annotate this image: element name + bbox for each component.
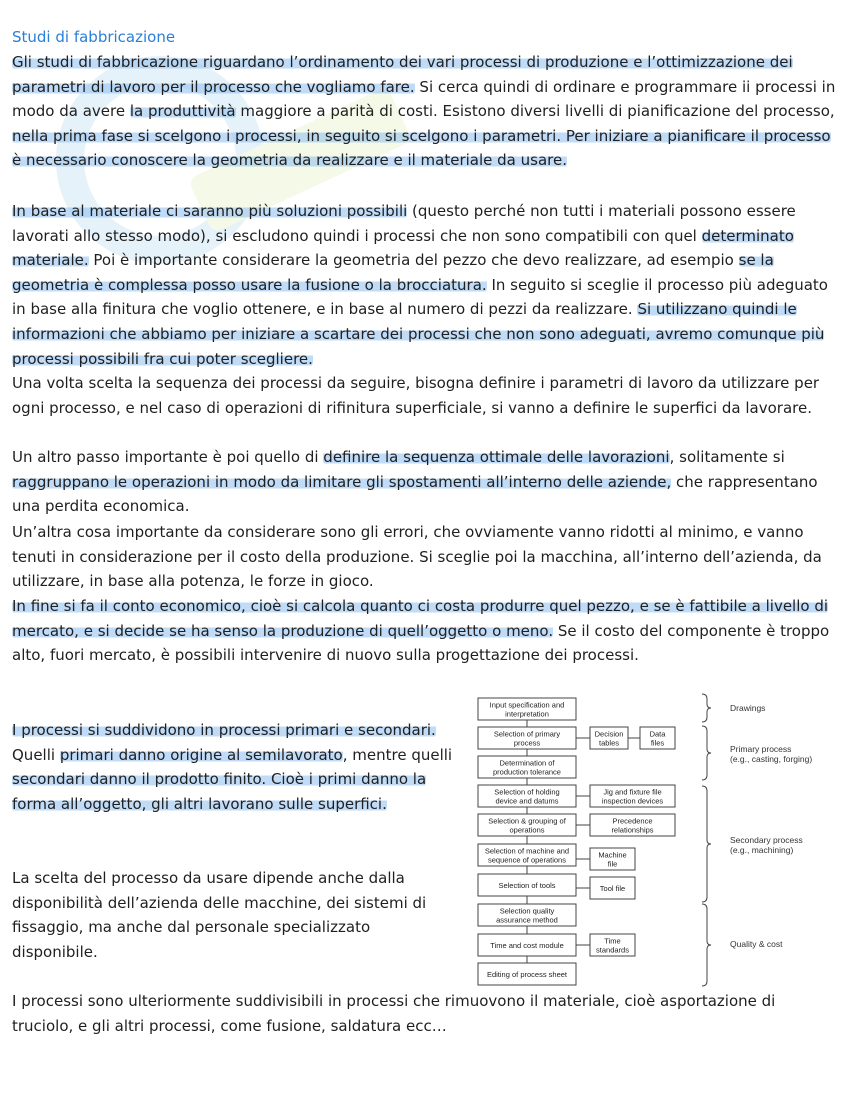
tolerance-box-label: Determination of <box>499 758 555 768</box>
primary-process-box-label: process <box>513 738 541 748</box>
primary-process-label: Primary process <box>730 744 792 754</box>
quality-brace <box>702 904 711 986</box>
time-standards-box-label: standards <box>596 945 629 955</box>
paragraph-2 <box>12 199 840 371</box>
tolerance-box-label: production tolerance <box>493 767 561 777</box>
drawings-brace <box>702 694 711 722</box>
paragraph-6 <box>12 594 840 668</box>
grouping-box-label: Selection & grouping of <box>488 816 566 826</box>
paragraph-3: Una volta scelta la sequenza dei processi da seguire, bisogna definire i parametri di lavoro da utilizzare per ogni processo, e nel caso di operazioni di rifinitura superficiale, si vanno a definire le superfici da lavorare. <box>12 374 820 417</box>
process-planning-diagram <box>470 690 840 990</box>
precedence-box-label: Precedence <box>612 816 653 826</box>
machine-sequence-box-label: Selection of machine and <box>484 846 570 856</box>
primary-process-label: (e.g., casting, forging) <box>730 754 813 764</box>
highlight: In fine si fa il conto economico, cioè si calcola quanto ci costa produrre quel pezzo, e se è fattibile a livello di mercato, e si decide se ha senso la produzione di quell’oggetto o meno. <box>12 597 829 640</box>
data-files-box-label: Data <box>649 729 666 739</box>
decision-tables-box-label: Decision <box>594 729 624 739</box>
precedence-box-label: relationships <box>611 825 654 835</box>
tools-box-label: Selection of tools <box>498 881 556 890</box>
process-sheet-box-label: Editing of process sheet <box>486 970 568 979</box>
paragraph-9: I processi sono ulteriormente suddivisibili in processi che rimuovono il materiale, cioè asportazione di truciolo, e gli altri processi, come fusione, saldatura ecc… <box>12 992 776 1035</box>
secondary-brace <box>702 786 711 902</box>
text: che rappresentano una perdita economica. <box>12 472 818 516</box>
primary-brace <box>702 726 711 780</box>
text: Poi è importante considerare la geometria del pezzo che devo realizzare, ad esempio <box>88 251 739 270</box>
quality-method-box-label: assurance method <box>496 915 558 925</box>
text: , solitamente si <box>669 448 785 466</box>
holding-device-box-label: device and datums <box>495 796 559 806</box>
highlight: Si utilizzano quindi le informazioni che abbiamo per iniziare a scartare dei processi che non sono adeguati, avremo comunque più processi possibili fra cui poter scegliere. <box>12 300 825 368</box>
highlight: In base al materiale ci saranno più soluzioni possibili <box>12 202 408 220</box>
paragraph-4 <box>12 445 840 519</box>
time-cost-box-label: Time and cost module <box>490 941 564 950</box>
machine-file-box-label: Machine <box>598 850 627 860</box>
highlight: nella prima fase si scelgono i processi, in seguito si scelgono i parametri. Per iniziare a pianificare il processo è necessario conoscere la geometria da realizzare e il materiale da usare. <box>12 126 831 170</box>
paragraph-1 <box>12 50 840 173</box>
highlight: primari danno origine al semilavorato <box>59 745 343 764</box>
highlight: determinato materiale. <box>12 226 794 270</box>
quality-cost-label: Quality & cost <box>730 939 783 949</box>
paragraph-7 <box>12 718 467 816</box>
text: Se il costo del componente è troppo alto, fuori mercato, è possibili intervenire di nuovo sulla progettazione dei processi. <box>12 621 830 665</box>
highlight: definire la sequenza ottimale delle lavorazioni <box>323 448 670 466</box>
jig-fixture-box-label: inspection devices <box>601 796 664 806</box>
page-title: Studi di fabbricazione <box>12 28 176 46</box>
quality-method-box-label: Selection quality <box>499 906 555 916</box>
secondary-process-label: Secondary process <box>730 835 803 845</box>
highlight: Gli studi di fabbricazione riguardano l’ordinamento dei vari processi di produzione e l’ottimizzazione dei parametri di lavoro per il processo che vogliamo fare. <box>12 53 793 96</box>
paragraph-8: La scelta del processo da usare dipende anche dalla disponibilità dell’azienda delle macchine, dei sistemi di fissaggio, ma anche dal personale specializzato disponibile. <box>12 869 427 961</box>
drawings-label: Drawings <box>730 703 766 713</box>
primary-process-box-label: Selection of primary <box>493 729 561 739</box>
highlight: secondari danno il prodotto finito. Cioè i primi danno la forma all’oggetto, gli altri lavorano sulle superfici. <box>12 770 427 813</box>
highlight: raggruppano le operazioni in modo da limitare gli spostamenti all’interno delle aziende, <box>12 472 672 491</box>
highlight: la produttività <box>129 102 236 121</box>
text: (questo perché non tutti i materiali possono essere lavorati allo stesso modo), si escludono quindi i processi che non sono compatibili con quel <box>12 202 796 245</box>
machine-file-box-label: file <box>607 859 618 869</box>
text: , mentre quelli <box>342 745 453 764</box>
machine-sequence-box-label: sequence of operations <box>488 855 566 865</box>
paragraph-5: Un’altra cosa importante da considerare sono gli errori, che ovviamente vanno ridotti al minimo, e vanno tenuti in considerazione per il costo della produzione. Si sceglie poi la macchina, all’interno dell’azienda, da utilizzare, in base alla potenza, le forze in gioco. <box>12 523 822 591</box>
grouping-box-label: operations <box>509 825 545 835</box>
text: Si cerca quindi di ordinare e programmare ii processi in modo da avere <box>12 77 836 121</box>
text: Quelli <box>12 745 60 764</box>
text: Un altro passo importante è poi quello di <box>12 448 324 466</box>
jig-fixture-box-label: Jig and fixture file <box>603 787 662 797</box>
text: In seguito si sceglie il processo più adeguato in base alla finitura che voglio ottenere, e in base al numero di pezzi da realizzare. <box>12 275 828 319</box>
data-files-box-label: files <box>650 738 665 748</box>
highlight: se la geometria è complessa posso usare la fusione o la brocciatura. <box>12 251 774 294</box>
input-spec-box-label: interpretation <box>505 709 549 719</box>
tool-file-box-label: Tool file <box>599 884 626 893</box>
holding-device-box-label: Selection of holding <box>494 787 560 797</box>
decision-tables-box-label: tables <box>598 738 620 748</box>
text: maggiore a parità di costi. Esistono diversi livelli di pianificazione del processo, <box>235 102 835 121</box>
time-standards-box-label: Time <box>604 936 621 946</box>
input-spec-box-label: Input specification and <box>489 700 565 710</box>
highlight: I processi si suddividono in processi primari e secondari. <box>12 721 436 739</box>
secondary-process-label: (e.g., machining) <box>730 845 794 855</box>
